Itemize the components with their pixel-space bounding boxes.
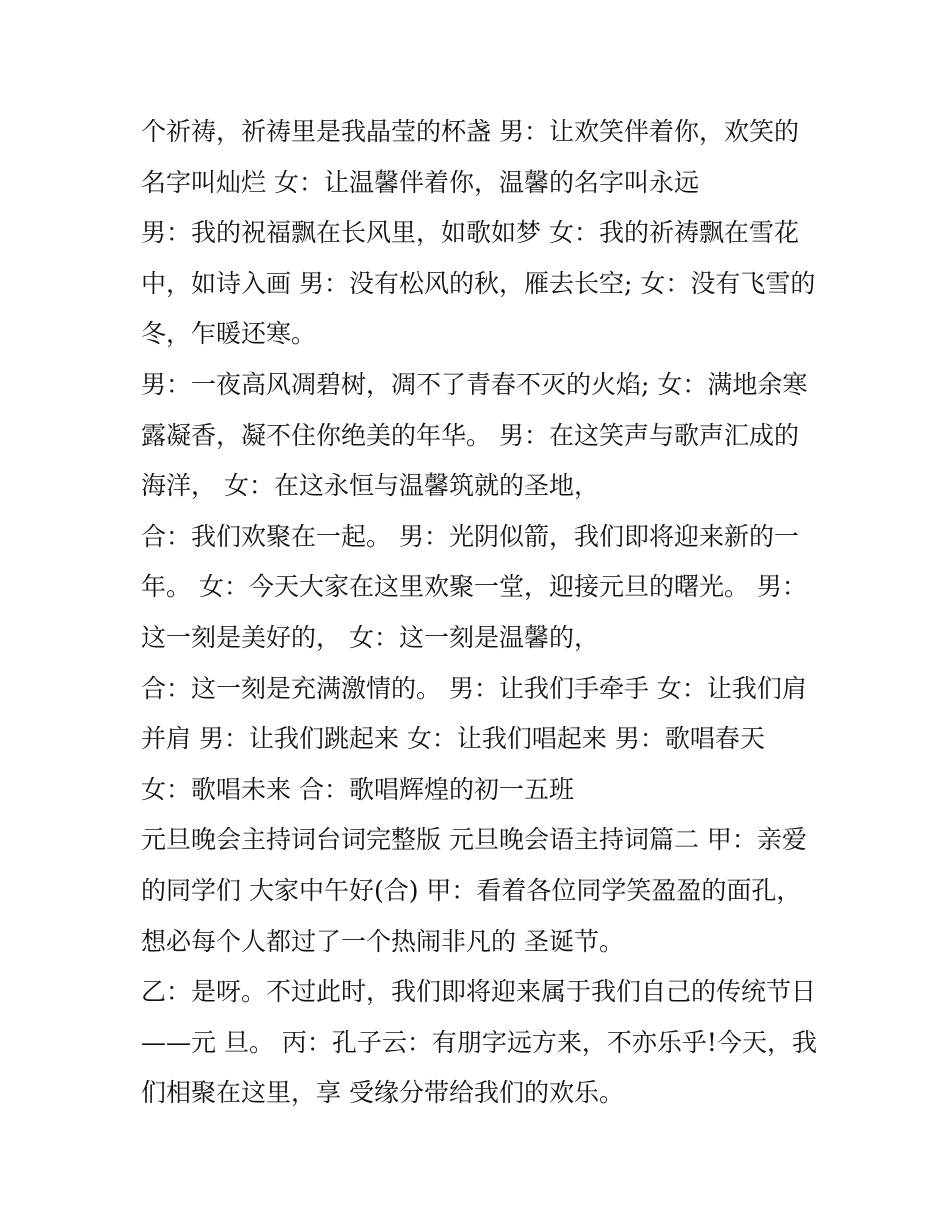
text-line-17: 想必每个人都过了一个热闹非凡的 圣诞节。 <box>141 926 624 956</box>
text-line-13: 并肩 男：让我们跳起来 女：让我们唱起来 男：歌唱春天 <box>141 724 765 754</box>
text-line-10: 年。 女：今天大家在这里欢聚一堂，迎接元旦的曙光。 男： <box>141 572 807 602</box>
text-line-16: 的同学们 大家中午好(合) 甲：看着各位同学笑盈盈的面孔， <box>141 875 802 905</box>
text-line-12: 合：这一刻是充满激情的。 男：让我们手牵手 女：让我们肩 <box>141 673 807 703</box>
text-line-11: 这一刻是美好的， 女：这一刻是温馨的， <box>141 622 599 652</box>
text-line-14: 女：歌唱未来 合：歌唱辉煌的初一五班 <box>141 774 574 804</box>
text-line-6: 男：一夜高风凋碧树，凋不了青春不灭的火焰; 女：满地余寒 <box>141 369 808 399</box>
text-line-2: 名字叫灿烂 女：让温馨伴着你，温馨的名字叫永远 <box>141 167 699 197</box>
text-line-9: 合：我们欢聚在一起。 男：光阴似箭，我们即将迎来新的一 <box>141 521 799 551</box>
text-line-15: 元旦晚会主持词台词完整版 元旦晚会语主持词篇二 甲：亲爱 <box>141 825 807 855</box>
text-line-3: 男：我的祝福飘在长风里，如歌如梦 女：我的祈祷飘在雪花 <box>141 218 799 248</box>
text-line-7: 露凝香，凝不住你绝美的年华。 男：在这笑声与歌声汇成的 <box>141 420 799 450</box>
text-line-19: ——元 旦。 丙：孔子云：有朋字远方来，不亦乐乎!今天，我 <box>141 1027 817 1057</box>
body-text <box>141 107 821 1119</box>
text-line-1: 个祈祷，祈祷里是我晶莹的杯盏 男：让欢笑伴着你，欢笑的 <box>141 117 799 146</box>
text-line-18: 乙：是呀。不过此时，我们即将迎来属于我们自己的传统节日 <box>141 977 817 1007</box>
text-line-4: 中，如诗入画 男：没有松风的秋，雁去长空; 女：没有飞雪的 <box>141 268 816 298</box>
text-line-8: 海洋， 女：在这永恒与温馨筑就的圣地， <box>141 471 599 501</box>
text-line-5: 冬，乍暖还寒。 <box>141 319 317 349</box>
text-line-20: 们相聚在这里，享 受缘分带给我们的欢乐。 <box>141 1078 624 1108</box>
